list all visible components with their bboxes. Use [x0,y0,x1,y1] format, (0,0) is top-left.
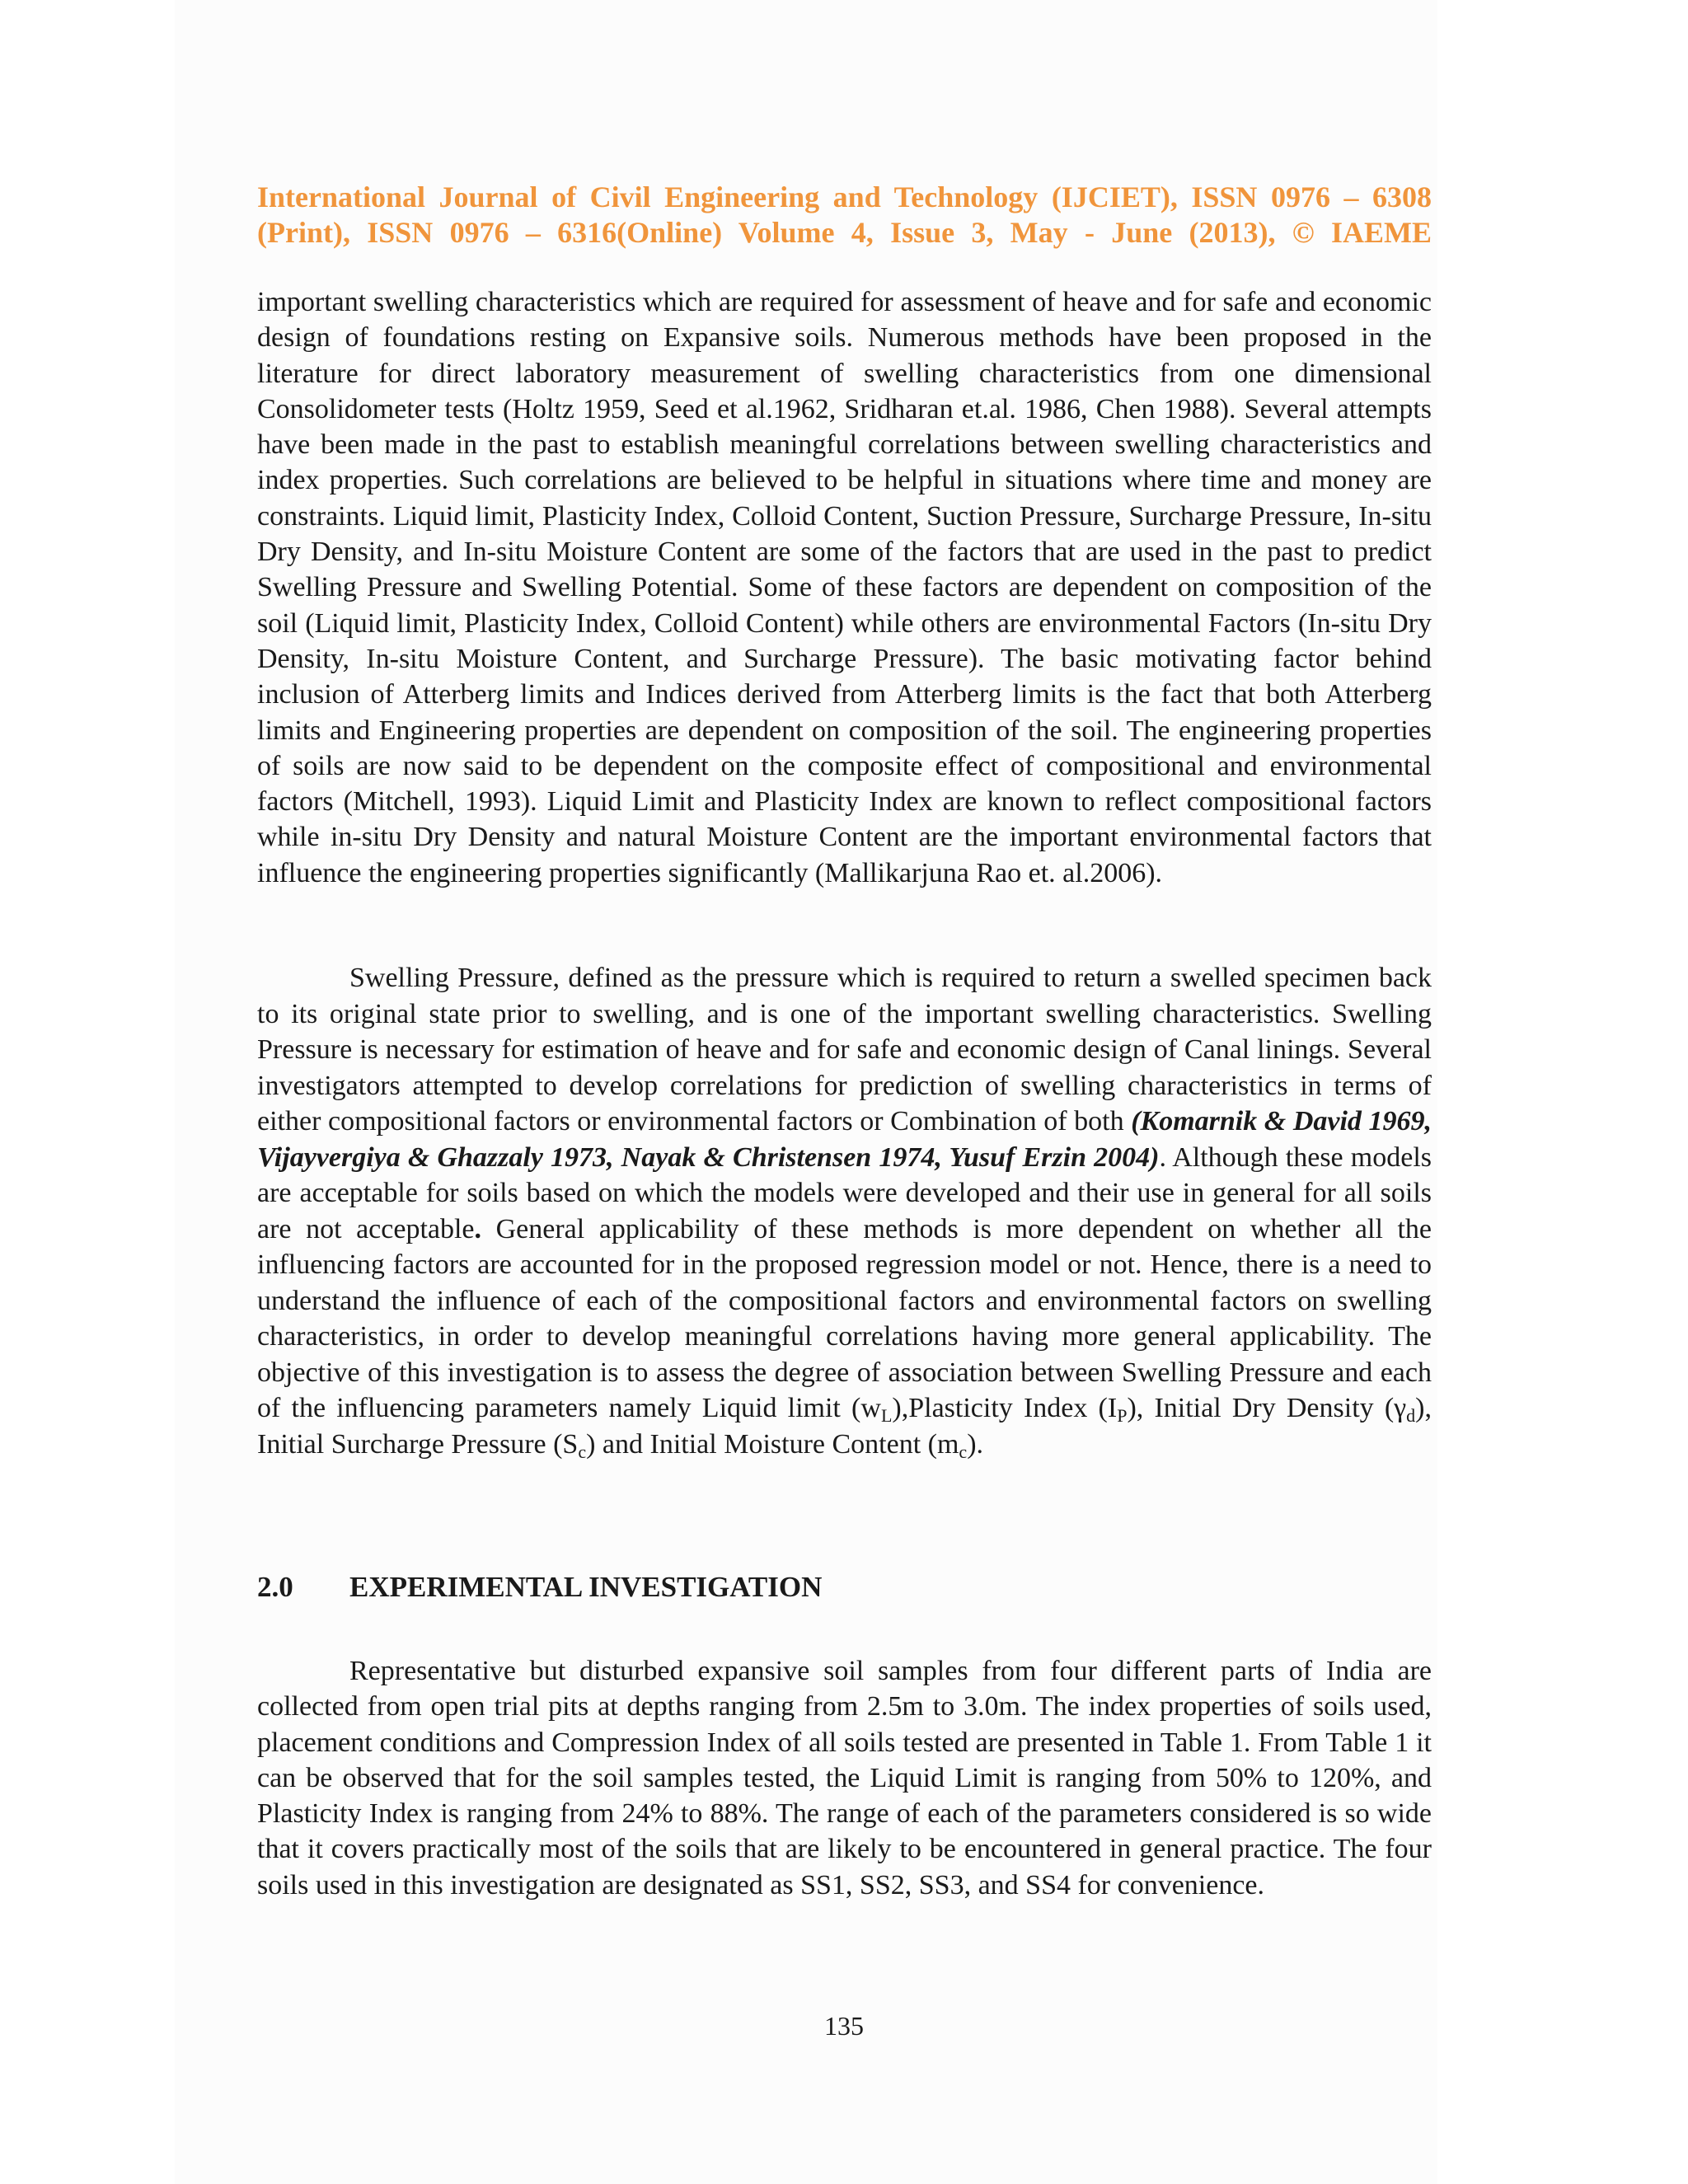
text-run: General applicability of these methods is more dependent on whether all the influencing factors are accounted for in the proposed regression model or not. Hence, there is a need to understand the influence of each of the compositional factors and environmental factors on swelling characteristics, in order to develop meaningful correlations having more general applicability. The objective of this investigation is to assess the degree of association between Swelling Pressure and each of the influencing parameters namely Liquid limit (w [257,1213,1432,1423]
text-run: . [474,1213,482,1244]
subscript-d: d [1406,1405,1416,1426]
journal-header-line-1: International Journal of Civil Engineering and Technology (IJCIET), ISSN 0976 – 6308 [257,180,1432,213]
journal-header [257,180,1432,251]
paragraph-experimental: Representative but disturbed expansive soil samples from four different parts of India are collected from open trial pits at depths ranging from 2.5m to 3.0m. The index properties of soils used, placement conditions and Compression Index of all soils tested are presented in Table 1. From Table 1 it can be observed that for the soil samples tested, the Liquid Limit is ranging from 50% to 120%, and Plasticity Index is ranging from 24% to 88%. The range of each of the parameters considered is so wide that it covers practically most of the soils that are likely to be encountered in general practice. The four soils used in this investigation are designated as SS1, SS2, SS3, and SS4 for convenience. [257,1656,1432,1900]
references-citation: (Komarnik & David 1969, Vijayvergiya & Ghazzaly 1973, Nayak & Christensen 1974, Yusuf Erzin 2004) [257,1106,1432,1173]
text-run: ), Initial Dry Density (γ [1127,1393,1407,1423]
text-run: ),Plasticity Index (I [892,1393,1118,1423]
section-title: EXPERIMENTAL INVESTIGATION [349,1571,823,1603]
section-heading [257,1571,822,1604]
subscript-P: P [1117,1405,1128,1426]
subscript-c: c [959,1441,968,1462]
text-run: ). [967,1428,984,1460]
text-run: . Although these models are acceptable for soils based on which the models were developed and their use in general for all soils are not acceptable [257,1141,1432,1244]
text-run: Swelling Pressure, defined as the pressure which is required to return a swelled specimen back to its original state prior to swelling, and is one of the important swelling characteristics. Swelling Pressure is necessary for estimation of heave and for safe and economic design of Canal linings. Several investigators attempted to develop correlations for prediction of swelling characteristics in terms of either compositional factors or environmental factors or Combination of both [257,963,1432,1137]
subscript-c: c [578,1441,587,1462]
paragraph-intro-continued: important swelling characteristics which are required for assessment of heave and for safe and economic design of foundations resting on Expansive soils. Numerous methods have been proposed in the literature for direct laboratory measurement of swelling characteristics from one dimensional Consolidometer tests (Holtz 1959, Seed et al.1962, Sridharan et.al. 1986, Chen 1988). Several attempts have been made in the past to establish meaningful correlations between swelling characteristics and index properties. Such correlations are believed to be helpful in situations where time and money are constraints. Liquid limit, Plasticity Index, Colloid Content, Suction Pressure, Surcharge Pressure, In-situ Dry Density, and In-situ Moisture Content are some of the factors that are used in the past to predict Swelling Pressure and Swelling Potential. Some of these factors are dependent on composition of the soil (Liquid limit, Plasticity Index, Colloid Content) while others are environmental Factors (In-situ Dry Density, In-situ Moisture Content, and Surcharge Pressure). The basic motivating factor behind inclusion of Atterberg limits and Indices derived from Atterberg limits is the fact that both Atterberg limits and Engineering properties are dependent on composition of the soil. The engineering properties of soils are now said to be dependent on the composite effect of compositional and environmental factors (Mitchell, 1993). Liquid Limit and Plasticity Index are known to reflect compositional factors while in-situ Dry Density and natural Moisture Content are the important environmental factors that influence the engineering properties significantly (Mallikarjuna Rao et. al.2006). [257,287,1432,888]
text-run: ) and Initial Moisture Content (m [586,1428,959,1460]
subscript-L: L [880,1405,893,1426]
page-number: 135 [824,2011,864,2041]
journal-header-line-2: (Print), ISSN 0976 – 6316(Online) Volume 4, Issue 3, May - June (2013), © IAEME [257,216,1432,249]
text-run: ), Initial Surcharge Pressure (S [257,1393,1432,1460]
paragraph-swelling-pressure [257,960,1432,1462]
section-number: 2.0 [257,1571,293,1603]
